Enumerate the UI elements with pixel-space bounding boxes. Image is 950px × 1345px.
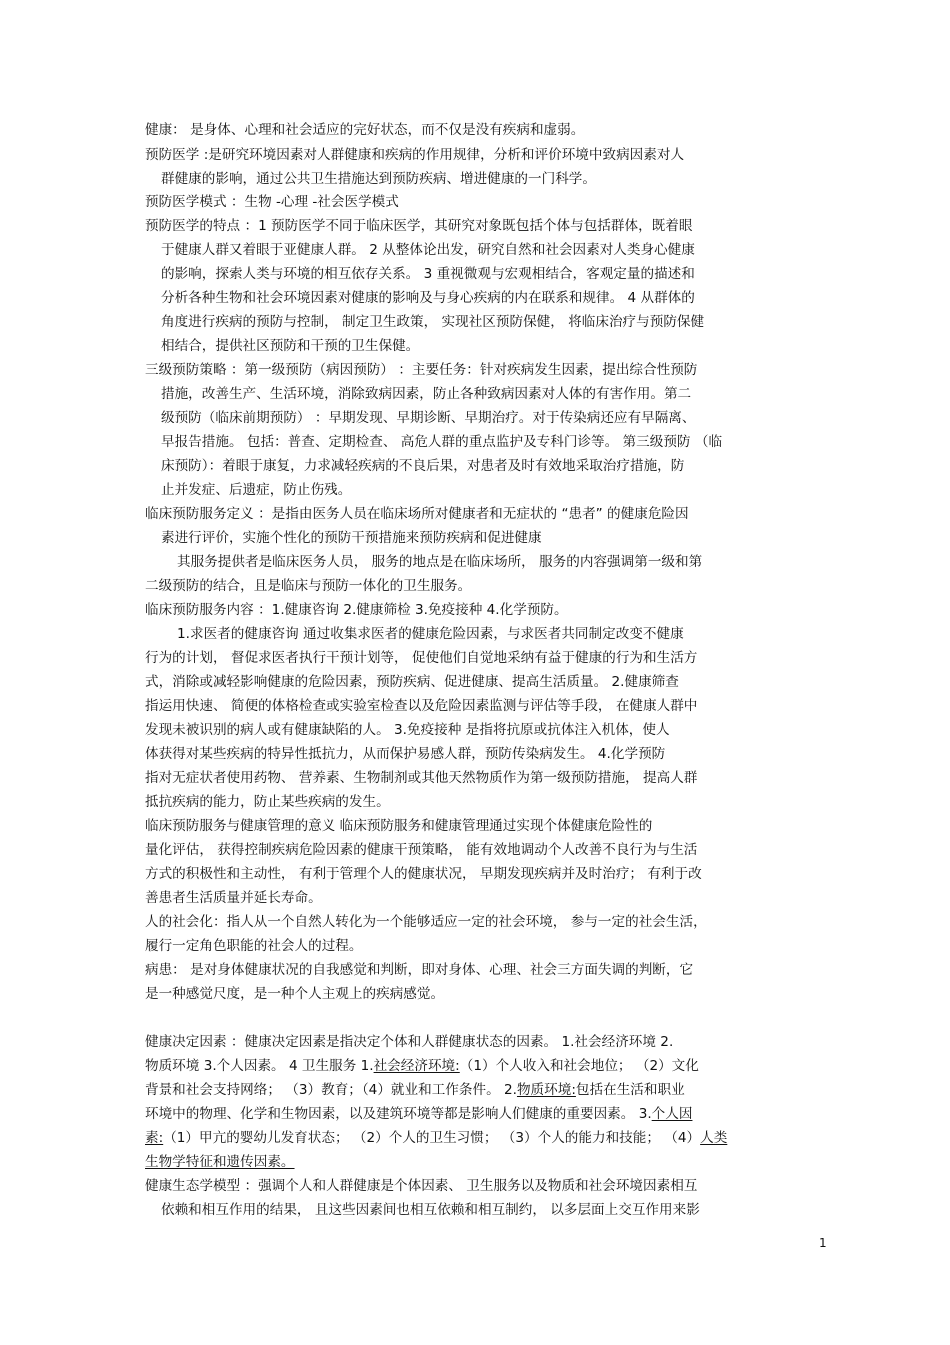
underlined-term: 人类: [700, 1130, 728, 1146]
underlined-term: 社会经济环境:: [373, 1058, 460, 1074]
text-line: 行为的计划， 督促求医者执行干预计划等， 促使他们自觉地采纳有益于健康的行为和生活方: [145, 650, 698, 666]
text-line: 三级预防策略 ：第一级预防（病因预防） ：主要任务：针对疾病发生因素，提出综合性预防: [145, 362, 698, 378]
text-line: 角度进行疾病的预防与控制， 制定卫生政策， 实现社区预防保健， 将临床治疗与预防保健: [161, 314, 705, 330]
text-line: 量化评估， 获得控制疾病危险因素的健康干预策略， 能有效地调动个人改善不良行为与生活: [145, 842, 698, 858]
text-line: 止并发症、后遗症，防止伤残。: [161, 482, 352, 498]
text-line: 于健康人群又着眼于亚健康人群。 2 从整体论出发，研究自然和社会因素对人类身心健康: [161, 242, 695, 258]
text-line: 人的社会化：指人从一个自然人转化为一个能够适应一定的社会环境， 参与一定的社会生活，: [145, 914, 707, 930]
text-line: 健康生态学模型 ：强调个人和人群健康是个体因素、 卫生服务以及物质和社会环境因素相互: [145, 1178, 698, 1194]
text-line: [145, 1129, 727, 1147]
text-run: （1）甲亢的婴幼儿发育状态； （2）个人的卫生习惯； （3）个人的能力和技能； （4）: [163, 1130, 701, 1146]
text-run: 环境中的物理、化学和生物因素，以及建筑环境等都是影响人们健康的重要因素。 3.: [145, 1106, 652, 1122]
text-line: 其服务提供者是临床医务人员， 服务的地点是在临床场所， 服务的内容强调第一级和第: [177, 554, 703, 570]
text-line: 临床预防服务定义 ：是指由医务人员在临床场所对健康者和无症状的 “患者” 的健康危险因: [145, 506, 689, 522]
text-line: 是一种感觉尺度，是一种个人主观上的疾病感觉。: [145, 986, 445, 1002]
text-run: 背景和社会支持网络； （3）教育；（4）就业和工作条件。 2.: [145, 1082, 517, 1098]
text-line: 二级预防的结合，且是临床与预防一体化的卫生服务。: [145, 578, 472, 594]
text-line: 措施，改善生产、生活环境，消除致病因素，防止各种致病因素对人体的有害作用。第二: [161, 386, 692, 402]
text-line: 床预防）：着眼于康复，力求减轻疾病的不良后果，对患者及时有效地采取治疗措施，防: [161, 458, 685, 474]
underlined-term: 生物学特征和遗传因素。: [145, 1154, 295, 1170]
text-line: 善患者生活质量并延长寿命。: [145, 890, 322, 906]
text-line: 方式的积极性和主动性， 有利于管理个人的健康状况， 早期发现疾病并及时治疗； 有利于改: [145, 866, 702, 882]
text-line: 健康： 是身体、心理和社会适应的完好状态，而不仅是没有疾病和虚弱。: [145, 122, 585, 138]
text-line: 指对无症状者使用药物、 营养素、生物制剂或其他天然物质作为第一级预防措施， 提高人群: [145, 770, 698, 786]
text-line: 预防医学 :是研究环境因素对人群健康和疾病的作用规律，分析和评价环境中致病因素对人: [145, 147, 685, 163]
text-line: 级预防（临床前期预防） ：早期发现、早期诊断、早期治疗。对于传染病还应有早隔离、: [161, 410, 696, 426]
text-line: 健康决定因素 ：健康决定因素是指决定个体和人群健康状态的因素。 1.社会经济环境 2.: [145, 1034, 674, 1050]
text-line: 的影响，探索人类与环境的相互依存关系。 3 重视微观与宏观相结合，客观定量的描述和: [161, 266, 695, 282]
text-line: [145, 1057, 699, 1075]
text-line: 指运用快速、 简便的体格检查或实验室检查以及危险因素监测与评估等手段， 在健康人群中: [145, 698, 698, 714]
text-line: 1.求医者的健康咨询 通过收集求医者的健康危险因素，与求医者共同制定改变不健康: [177, 626, 684, 642]
text-line: [145, 1153, 295, 1171]
text-line: 预防医学模式 ：生物 -心理 -社会医学模式: [145, 194, 399, 210]
text-line: 病患： 是对身体健康状况的自我感觉和判断，即对身体、心理、社会三方面失调的判断，它: [145, 962, 694, 978]
text-line: [145, 1105, 692, 1123]
text-line: 抵抗疾病的能力，防止某些疾病的发生。: [145, 794, 390, 810]
text-line: 式，消除或减轻影响健康的危险因素，预防疾病、促进健康、提高生活质量。 2.健康筛查: [145, 674, 679, 690]
text-line: 分析各种生物和社会环境因素对健康的影响及与身心疾病的内在联系和规律。 4 从群体的: [161, 290, 695, 306]
text-line: 依赖和相互作用的结果， 且这些因素间也相互依赖和相互制约， 以多层面上交互作用来影: [161, 1202, 700, 1218]
underlined-term: 素:: [145, 1130, 164, 1146]
text-line: 临床预防服务内容 ：1.健康咨询 2.健康筛检 3.免疫接种 4.化学预防。: [145, 602, 568, 618]
underlined-term: 个人因: [651, 1106, 693, 1122]
underlined-term: 物质环境:: [516, 1082, 576, 1098]
text-line: 群健康的影响，通过公共卫生措施达到预防疾病、增进健康的一门科学。: [161, 171, 596, 187]
text-line: 早报告措施。 包括：普查、定期检查、 高危人群的重点监护及专科门诊等。 第三级预防 （临: [161, 434, 723, 450]
text-run: （1）个人收入和社会地位； （2）文化: [459, 1058, 699, 1074]
text-line: 素进行评价，实施个性化的预防干预措施来预防疾病和促进健康: [161, 530, 542, 546]
text-line: 履行一定角色职能的社会人的过程。: [145, 938, 363, 954]
text-line: 临床预防服务与健康管理的意义 临床预防服务和健康管理通过实现个体健康危险性的: [145, 818, 653, 834]
text-line: 预防医学的特点 ：1 预防医学不同于临床医学，其研究对象既包括个体与包括群体，既着眼: [145, 218, 693, 234]
text-line: 发现未被识别的病人或有健康缺陷的人。 3.免疫接种 是指将抗原或抗体注入机体，使人: [145, 722, 670, 738]
text-run: 物质环境 3.个人因素。 4 卫生服务 1.: [145, 1058, 374, 1074]
page-number: 1: [819, 1236, 827, 1250]
text-line: 相结合，提供社区预防和干预的卫生保健。: [161, 338, 420, 354]
text-line: 体获得对某些疾病的特异性抵抗力，从而保护易感人群，预防传染病发生。 4.化学预防: [145, 746, 666, 762]
text-run: 包括在生活和职业: [575, 1082, 685, 1098]
text-line: [145, 1081, 685, 1099]
